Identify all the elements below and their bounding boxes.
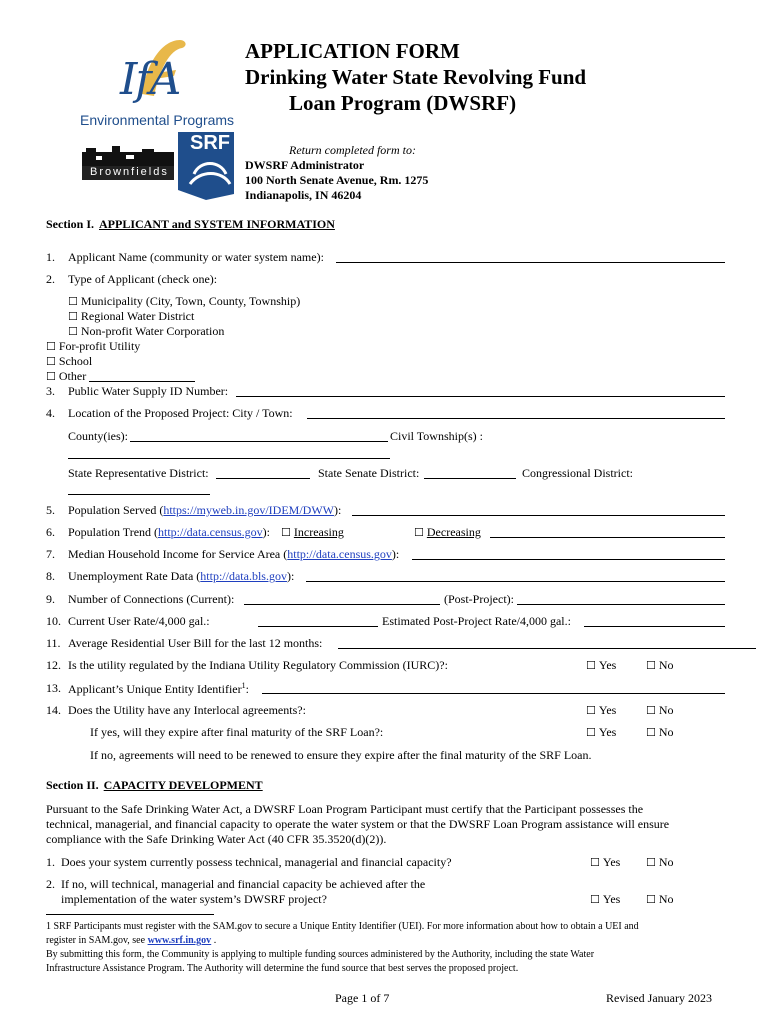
q6-number: 6. [46, 525, 55, 539]
expire-no-checkbox[interactable] [646, 725, 674, 740]
iurc-yes-checkbox[interactable] [586, 658, 616, 673]
capacity-no-checkbox[interactable] [646, 855, 674, 870]
type-nonprofit[interactable] [68, 324, 224, 339]
q4-number: 4. [46, 406, 55, 420]
trend-decreasing-checkbox[interactable] [414, 525, 483, 540]
section2-heading [46, 778, 263, 793]
interlocal-no-checkbox[interactable] [646, 703, 674, 718]
q9-number: 9. [46, 592, 55, 606]
q6-row [46, 525, 271, 540]
q9-label: Number of Connections (Current): [68, 592, 235, 606]
q3-label: Public Water Supply ID Number: [68, 384, 229, 398]
state-rep-label: State Representative District: [68, 466, 209, 480]
q13-row [46, 681, 249, 696]
footnote-line2 [46, 935, 216, 946]
q10-number: 10. [46, 614, 61, 628]
connections-post-field[interactable] [517, 592, 725, 605]
applicant-name-field[interactable] [336, 250, 725, 263]
q7-text-end: ): [391, 547, 400, 561]
brownfields-text: Brownfields [90, 166, 169, 178]
q11-label: Average Residential User Bill for the last 12 months: [68, 636, 323, 650]
estimated-rate-field[interactable] [584, 614, 725, 627]
city-town-field[interactable] [307, 406, 725, 419]
q14-followup-label: If yes, will they expire after final maturity of the SRF Loan?: [90, 725, 384, 739]
type-school[interactable] [46, 354, 92, 369]
q1-number: 1. [46, 250, 55, 264]
section1-title: APPLICANT and SYSTEM INFORMATION [99, 217, 335, 231]
q8-text-end: ): [286, 569, 295, 583]
county-label: County(ies): [68, 429, 128, 443]
address-line3: Indianapolis, IN 46204 [245, 188, 362, 202]
program-title: Drinking Water State Revolving Fund [245, 65, 587, 89]
trend-decreasing-label: Decreasing [426, 525, 481, 539]
q14-label: Does the Utility have any Interlocal agreements?: [68, 703, 306, 717]
avg-bill-field[interactable] [338, 636, 756, 649]
cap-q2-label-line1: If no, will technical, managerial and financial capacity be achieved after the [61, 877, 426, 891]
q8-row [46, 569, 295, 584]
q2-number: 2. [46, 272, 55, 286]
type-other[interactable] [46, 369, 86, 384]
q12-label: Is the utility regulated by the Indiana Utility Regulatory Commission (IURC)?: [68, 658, 448, 672]
type-municipality-label: Municipality (City, Town, County, Township) [80, 294, 301, 308]
footnote-divider [46, 914, 214, 915]
expire-yes-label: Yes [598, 725, 617, 739]
state-rep-field[interactable] [216, 466, 310, 479]
section2-prefix: Section II. [46, 778, 99, 792]
uei-field[interactable] [262, 681, 725, 694]
cap-q2-row [46, 877, 426, 892]
type-nonprofit-label: Non-profit Water Corporation [80, 324, 225, 338]
program-title-line2: Loan Program (DWSRF) [289, 91, 517, 115]
footnote-ref: 1 [241, 681, 246, 690]
q3-number: 3. [46, 384, 55, 398]
population-served-field[interactable] [352, 503, 725, 516]
q12-number: 12. [46, 658, 61, 672]
q5-number: 5. [46, 503, 55, 517]
q4-row [46, 406, 293, 421]
q1-label: Applicant Name (community or water system name): [68, 250, 324, 264]
median-income-field[interactable] [412, 547, 725, 560]
capacity-yes-checkbox[interactable] [590, 855, 620, 870]
revision-date: Revised January 2023 [606, 991, 712, 1005]
q8-link[interactable]: http://data.bls.gov [200, 569, 287, 583]
q5-label [68, 503, 341, 518]
type-forprofit-label: For-profit Utility [58, 339, 141, 353]
q5-row [46, 503, 342, 518]
cap-q1-number: 1. [46, 855, 55, 869]
q13-number: 13. [46, 681, 61, 695]
q5-text: Population Served ( [68, 503, 164, 517]
section1-heading [46, 217, 335, 232]
q7-number: 7. [46, 547, 55, 561]
srf-logo [176, 130, 236, 202]
q7-label [68, 547, 399, 562]
interlocal-no-label: No [658, 703, 674, 717]
congress-label: Congressional District: [522, 466, 633, 480]
unemployment-field[interactable] [306, 569, 725, 582]
trend-increasing-label: Increasing [293, 525, 344, 539]
q7-link[interactable]: http://data.census.gov [287, 547, 392, 561]
interlocal-yes-checkbox[interactable] [586, 703, 616, 718]
cap-q2-label-line2: implementation of the water system’s DWSRF project? [61, 892, 327, 906]
capacity-yes-label: Yes [602, 855, 621, 869]
achieve-yes-label: Yes [602, 892, 621, 906]
q5-text-end: ): [333, 503, 342, 517]
environmental-programs-text: Environmental Programs [80, 112, 235, 128]
q10-label: Current User Rate/4,000 gal.: [68, 614, 210, 628]
type-other-label: Other [58, 369, 87, 383]
address-line2: 100 North Senate Avenue, Rm. 1275 [245, 173, 429, 187]
achieve-no-checkbox[interactable] [646, 892, 674, 907]
form-title: APPLICATION FORM [245, 39, 460, 63]
iurc-no-label: No [658, 658, 674, 672]
q7-row [46, 547, 400, 562]
congress-field[interactable] [68, 482, 210, 495]
q1-row [46, 250, 324, 265]
section2-para-line2: technical, managerial, and financial capacity to operate the water system or that the DWSRF Loan Program assistance will ensure [46, 817, 670, 831]
footnote-text2: register in SAM.gov, see [46, 935, 148, 946]
expire-no-label: No [658, 725, 674, 739]
page-number: Page 1 of 7 [335, 991, 390, 1005]
county-field[interactable] [130, 429, 388, 442]
ifa-letters: IfA [120, 54, 180, 105]
trend-increasing-checkbox[interactable] [281, 525, 376, 540]
pws-id-field[interactable] [236, 384, 725, 397]
srf-text: SRF [190, 132, 230, 154]
section2-title: CAPACITY DEVELOPMENT [103, 778, 263, 792]
cap-q1-row [46, 855, 452, 870]
q2-label: Type of Applicant (check one): [68, 272, 218, 286]
q6-label [68, 525, 270, 540]
q6-text-end: ): [262, 525, 271, 539]
township-label: Civil Township(s) : [390, 429, 483, 443]
connections-current-field[interactable] [244, 592, 440, 605]
other-field[interactable] [89, 369, 195, 382]
q7-text: Median Household Income for Service Area ( [68, 547, 288, 561]
q8-number: 8. [46, 569, 55, 583]
q10-row [46, 614, 210, 629]
expire-yes-checkbox[interactable] [586, 725, 616, 740]
section1-prefix: Section I. [46, 217, 94, 231]
type-school-label: School [58, 354, 93, 368]
type-regional[interactable] [68, 309, 194, 324]
address-line1: DWSRF Administrator [245, 158, 365, 172]
brownfields-logo [82, 146, 174, 182]
population-trend-field[interactable] [490, 525, 725, 538]
q14-row [46, 703, 306, 718]
cap-q1-label: Does your system currently possess technical, managerial and financial capacity? [61, 855, 452, 869]
q13-label [68, 681, 249, 697]
estimated-rate-label: Estimated Post-Project Rate/4,000 gal.: [382, 614, 571, 628]
current-rate-field[interactable] [258, 614, 378, 627]
footnote-line4: Infrastructure Assistance Program. The Authority will determine the fund source that best serves the proposed project. [46, 963, 519, 974]
q13-colon: : [245, 682, 249, 696]
achieve-yes-checkbox[interactable] [590, 892, 620, 907]
cap-q2-number: 2. [46, 877, 55, 891]
q8-text: Unemployment Rate Data ( [68, 569, 201, 583]
footnote-line1 [46, 921, 639, 932]
footnote-text1: SRF Participants must register with the SAM.gov to secure a Unique Entity Identifier (UEI). For more information about how to obtain a UEI and [53, 921, 639, 932]
q5-link[interactable]: https://myweb.in.gov/IDEM/DWW [163, 503, 334, 517]
q3-row [46, 384, 229, 399]
q14-note: If no, agreements will need to be renewed to ensure they expire after the final maturity of the SRF Loan. [90, 748, 592, 762]
iurc-yes-label: Yes [598, 658, 617, 672]
return-label: Return completed form to: [289, 143, 416, 157]
post-project-label: (Post-Project): [444, 592, 514, 606]
q2-row [46, 272, 218, 287]
type-forprofit[interactable] [46, 339, 140, 354]
ifa-logo [80, 34, 238, 130]
q9-row [46, 592, 235, 607]
section2-para-line3: compliance with the Safe Drinking Water Act (40 CFR 35.3520(d)(2)). [46, 832, 387, 846]
q14-number: 14. [46, 703, 61, 717]
q6-text: Population Trend ( [68, 525, 159, 539]
q12-row [46, 658, 448, 673]
q6-link[interactable]: http://data.census.gov [158, 525, 263, 539]
iurc-no-checkbox[interactable] [646, 658, 674, 673]
type-regional-label: Regional Water District [80, 309, 195, 323]
q8-label [68, 569, 294, 584]
achieve-no-label: No [658, 892, 674, 906]
q11-number: 11. [46, 636, 61, 650]
interlocal-yes-label: Yes [598, 703, 617, 717]
capacity-no-label: No [658, 855, 674, 869]
state-senate-label: State Senate District: [318, 466, 420, 480]
srf-website-link[interactable]: www.srf.in.gov [147, 935, 212, 946]
footnote-text2-end: . [211, 935, 217, 946]
q4-label: Location of the Proposed Project: City / Town: [68, 406, 293, 420]
type-municipality[interactable] [68, 294, 300, 309]
q13-text: Applicant’s Unique Entity Identifier [68, 682, 242, 696]
township-field[interactable] [68, 446, 390, 459]
q11-row [46, 636, 323, 651]
section2-para-line1: Pursuant to the Safe Drinking Water Act, a DWSRF Loan Program Participant must certify that the Participant possesses the [46, 802, 644, 816]
footnote-number: 1 [46, 921, 51, 932]
footnote-line3: By submitting this form, the Community is applying to multiple funding sources administered by the Authority, including the state Water [46, 949, 595, 960]
state-senate-field[interactable] [424, 466, 516, 479]
